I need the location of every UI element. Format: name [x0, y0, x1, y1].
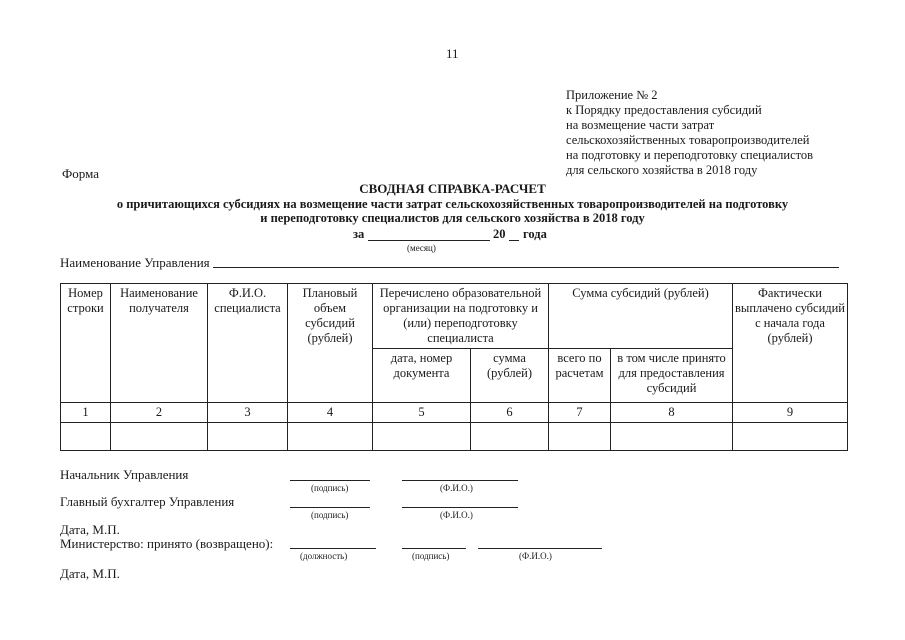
col-index: 6 — [471, 403, 549, 423]
appendix-block — [566, 88, 813, 178]
ministry-position-caption: (должность) — [300, 551, 348, 561]
subtitle-line-2: и переподготовку специалистов для сельского хозяйства в 2018 году — [260, 211, 645, 225]
subtitle-line-1: о причитающихся субсидиях на возмещение части затрат сельскохозяйственных товаропроизводителей на подготовку — [116, 197, 789, 211]
table-cell[interactable] — [111, 423, 208, 451]
subheader-doc: дата, номер документа — [373, 349, 471, 403]
table-cell[interactable] — [611, 423, 733, 451]
subheader-amount: сумма (рублей) — [471, 349, 549, 403]
ministry-fio-field[interactable] — [478, 548, 602, 549]
header-fio: Ф.И.О. специалиста — [208, 284, 288, 403]
table-cell[interactable] — [471, 423, 549, 451]
appendix-line: сельскохозяйственных товаропроизводителей — [566, 133, 810, 147]
organization-field[interactable] — [213, 267, 839, 268]
period-suffix: года — [523, 227, 547, 241]
date-mp-label-2: Дата, М.П. — [60, 566, 120, 581]
form-label: Форма — [62, 166, 99, 181]
table-cell[interactable] — [373, 423, 471, 451]
col-index: 1 — [61, 403, 111, 423]
header-subsidy-sum: Сумма субсидий (рублей) — [549, 284, 733, 349]
page-number: 11 — [446, 46, 459, 61]
col-index: 7 — [549, 403, 611, 423]
table-cell[interactable] — [549, 423, 611, 451]
year-prefix: 20 — [493, 227, 506, 241]
col-index: 2 — [111, 403, 208, 423]
appendix-line: для сельского хозяйства в 2018 году — [566, 163, 758, 177]
appendix-line: Приложение № 2 — [566, 88, 658, 102]
head-signature-field[interactable] — [290, 480, 370, 481]
accountant-fio-field[interactable] — [402, 507, 518, 508]
col-index: 8 — [611, 403, 733, 423]
ministry-signature-field[interactable] — [402, 548, 466, 549]
ministry-label: Министерство: принято (возвращено): — [60, 536, 274, 551]
header-recipient: Наименование получателя — [111, 284, 208, 403]
header-planned: Плановый объем субсидий (рублей) — [288, 284, 373, 403]
col-index: 3 — [208, 403, 288, 423]
ministry-signature-caption: (подпись) — [412, 551, 450, 561]
subheader-accepted: в том числе принято для предоставления субсидий — [611, 349, 733, 403]
table-cell[interactable] — [61, 423, 111, 451]
table-cell[interactable] — [733, 423, 848, 451]
ministry-fio-caption: (Ф.И.О.) — [519, 551, 552, 561]
organization-label: Наименование Управления — [60, 255, 210, 270]
header-number: Номер строки — [61, 284, 111, 403]
accountant-signature-field[interactable] — [290, 507, 370, 508]
year-field[interactable] — [509, 240, 519, 241]
document-subtitle — [0, 197, 905, 225]
appendix-line: на подготовку и переподготовку специалистов — [566, 148, 814, 162]
month-field[interactable] — [368, 240, 490, 241]
table-row — [61, 423, 848, 451]
month-caption: (месяц) — [407, 243, 436, 253]
col-index: 4 — [288, 403, 373, 423]
appendix-line: на возмещение части затрат — [566, 118, 715, 132]
header-transferred: Перечислено образовательной организации на подготовку и (или) переподготовку специалиста — [373, 284, 549, 349]
col-index: 9 — [733, 403, 848, 423]
date-mp-label: Дата, М.П. — [60, 522, 120, 537]
head-fio-field[interactable] — [402, 480, 518, 481]
table-cell[interactable] — [208, 423, 288, 451]
header-actual: Фактически выплачено субсидий с начала года (рублей) — [733, 284, 848, 403]
col-index: 5 — [373, 403, 471, 423]
subsidy-table — [60, 283, 848, 451]
head-fio-caption: (Ф.И.О.) — [440, 483, 473, 493]
head-signature-caption: (подпись) — [311, 483, 349, 493]
appendix-line: к Порядку предоставления субсидий — [566, 103, 762, 117]
table-cell[interactable] — [288, 423, 373, 451]
subheader-total: всего по расчетам — [549, 349, 611, 403]
head-label: Начальник Управления — [60, 467, 189, 482]
period-prefix: за — [353, 227, 365, 241]
accountant-fio-caption: (Ф.И.О.) — [440, 510, 473, 520]
accountant-label: Главный бухгалтер Управления — [60, 494, 235, 509]
document-title: СВОДНАЯ СПРАВКА-РАСЧЕТ — [359, 181, 546, 196]
ministry-position-field[interactable] — [290, 548, 376, 549]
accountant-signature-caption: (подпись) — [311, 510, 349, 520]
